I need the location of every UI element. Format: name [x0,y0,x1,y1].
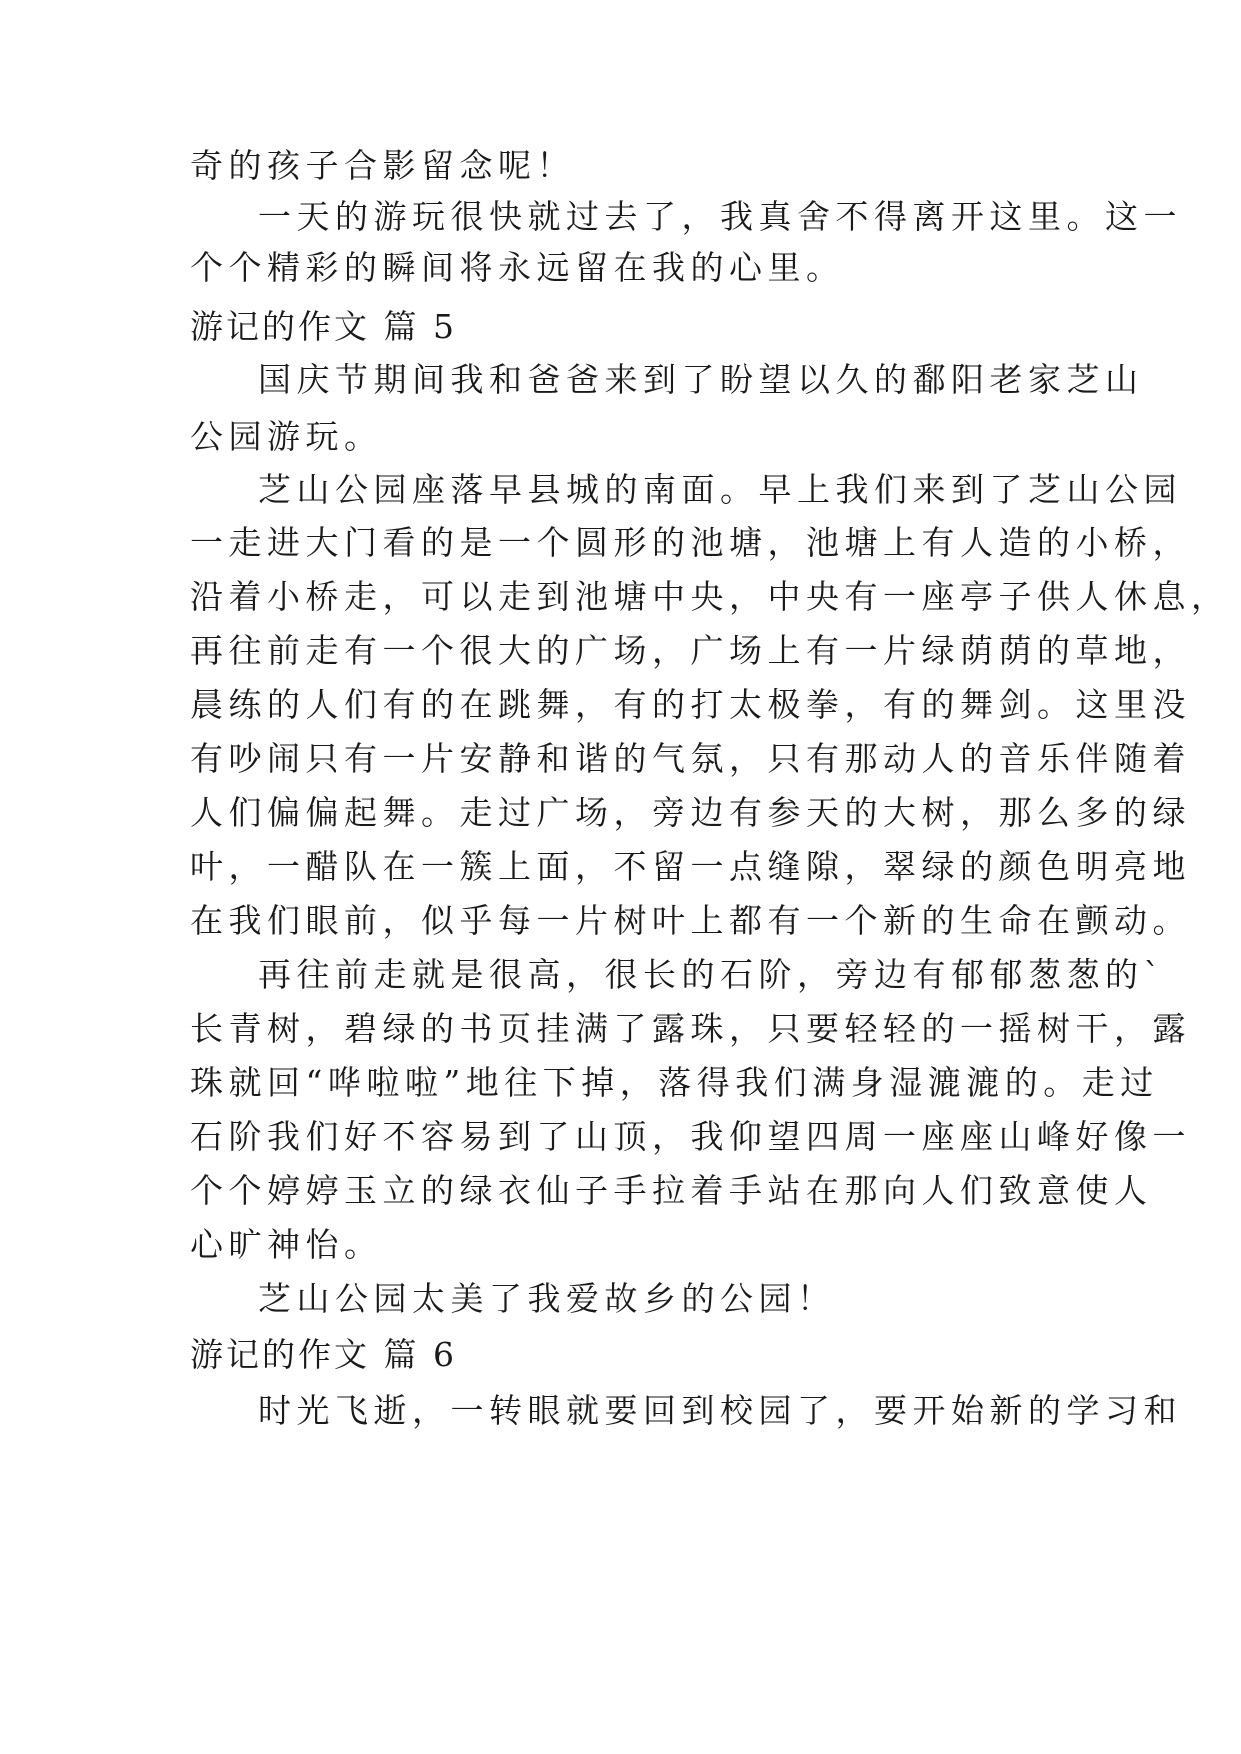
text-line: 一走进大门看的是一个圆形的池塘，池塘上有人造的小桥， [190,523,1191,562]
text-line: 长青树，碧绿的书页挂满了露珠，只要轻轻的一摇树干，露 [190,1009,1191,1048]
text-line: 奇的孩子合影留念呢！ [190,146,575,185]
section-heading: 游记的作文 篇 6 [190,1335,457,1374]
text-line: 国庆节期间我和爸爸来到了盼望以久的鄱阳老家芝山 [258,360,1144,399]
text-line: 公园游玩。 [190,417,383,456]
text-line: 有吵闹只有一片安静和谐的气氛，只有那动人的音乐伴随着 [190,739,1191,778]
text-line: 珠就回“哗啦啦”地往下掉，落得我们满身湿漉漉的。走过 [190,1063,1159,1102]
text-line: 一天的游玩很快就过去了，我真舍不得离开这里。这一 [258,197,1182,236]
text-line: 个个精彩的瞬间将永远留在我的心里。 [190,248,845,287]
text-line: 再往前走有一个很大的广场，广场上有一片绿荫荫的草地， [190,631,1191,670]
text-line: 石阶我们好不容易到了山顶，我仰望四周一座座山峰好像一 [190,1117,1191,1156]
text-line: 晨练的人们有的在跳舞，有的打太极拳，有的舞剑。这里没 [190,685,1191,724]
text-line: 人们偏偏起舞。走过广场，旁边有参天的大树，那么多的绿 [190,793,1191,832]
text-line: 芝山公园太美了我爱故乡的公园！ [258,1279,836,1318]
text-line: 叶，一醋队在一簇上面，不留一点缝隙，翠绿的颜色明亮地 [190,847,1191,886]
text-line: 个个婷婷玉立的绿衣仙子手拉着手站在那向人们致意使人 [190,1171,1153,1210]
text-line: 再往前走就是很高，很长的石阶，旁边有郁郁葱葱的` [258,955,1166,994]
text-line: 芝山公园座落早县城的南面。早上我们来到了芝山公园 [258,470,1182,509]
text-line: 时光飞逝，一转眼就要回到校园了，要开始新的学习和 [258,1391,1182,1430]
text-line: 在我们眼前，似乎每一片树叶上都有一个新的生命在颤动。 [190,901,1191,940]
text-line: 沿着小桥走，可以走到池塘中央，中央有一座亭子供人休息， [190,577,1230,616]
section-heading: 游记的作文 篇 5 [190,307,457,346]
text-line: 心旷神怡。 [190,1225,383,1264]
